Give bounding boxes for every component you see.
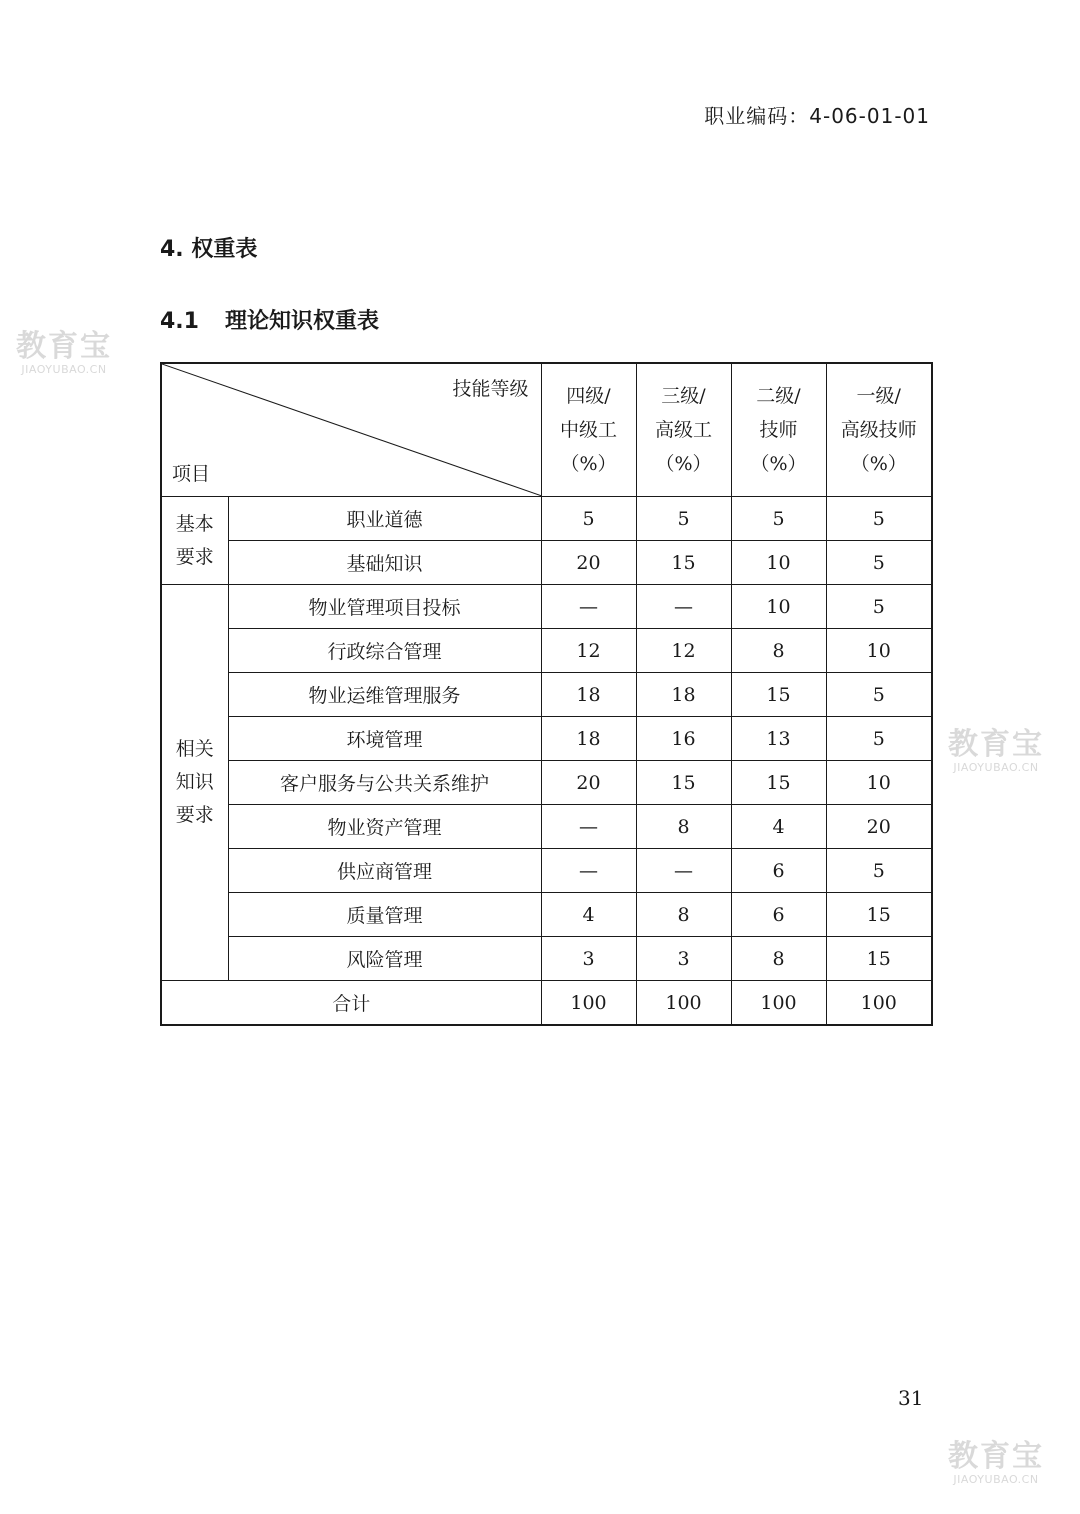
weight-value-cell: — [541, 849, 636, 893]
item-name-cell: 风险管理 [228, 937, 541, 981]
table-row [161, 805, 932, 849]
weight-value-cell: 10 [826, 761, 932, 805]
weight-value-cell: 18 [541, 673, 636, 717]
weight-value-cell: 6 [731, 849, 826, 893]
weight-value-cell: — [541, 585, 636, 629]
weight-table [160, 362, 933, 1026]
total-value-cell: 100 [636, 981, 731, 1026]
watermark-url: JIAOYUBAO.CN [953, 1473, 1039, 1486]
weight-value-cell: — [541, 805, 636, 849]
weight-value-cell: 5 [826, 673, 932, 717]
watermark-url: JIAOYUBAO.CN [953, 761, 1039, 774]
item-name-cell: 行政综合管理 [228, 629, 541, 673]
watermark-logo [948, 1440, 1044, 1486]
watermark-logo [16, 330, 112, 376]
weight-value-cell: 5 [731, 497, 826, 541]
weight-value-cell: 8 [731, 629, 826, 673]
weight-value-cell: 5 [826, 717, 932, 761]
weight-value-cell: 5 [826, 849, 932, 893]
watermark-text: 教育宝 [16, 329, 112, 364]
weight-value-cell: 4 [541, 893, 636, 937]
table-row [161, 937, 932, 981]
watermark-text: 教育宝 [948, 1439, 1044, 1474]
weight-value-cell: 5 [826, 497, 932, 541]
item-name-cell: 质量管理 [228, 893, 541, 937]
table-row [161, 893, 932, 937]
item-name-cell: 供应商管理 [228, 849, 541, 893]
group-label-line: 知识 [175, 771, 214, 793]
weight-value-cell: 12 [541, 629, 636, 673]
watermark-logo [948, 728, 1044, 774]
weight-value-cell: 15 [826, 893, 932, 937]
weight-value-cell: 15 [636, 541, 731, 585]
item-name-cell: 物业资产管理 [228, 805, 541, 849]
table-row [161, 585, 932, 629]
weight-value-cell: 20 [826, 805, 932, 849]
weight-value-cell: 15 [731, 673, 826, 717]
group-label-line: 要求 [175, 804, 214, 826]
table-row [161, 541, 932, 585]
table-row [161, 849, 932, 893]
item-name-cell: 物业管理项目投标 [228, 585, 541, 629]
subsection-title [160, 304, 379, 335]
weight-value-cell: 8 [636, 893, 731, 937]
item-label: 项目 [172, 463, 211, 485]
group-label-line: 相关 [175, 738, 214, 760]
subsection-number: 4.1 [160, 309, 199, 334]
weight-value-cell: 8 [731, 937, 826, 981]
weight-value-cell: 15 [636, 761, 731, 805]
weight-value-cell: 5 [826, 541, 932, 585]
level-header-cell: 一级/ 高级技师 （%） [826, 363, 932, 497]
table-row [161, 761, 932, 805]
weight-value-cell: — [636, 585, 731, 629]
weight-value-cell: 5 [541, 497, 636, 541]
weight-value-cell: 3 [636, 937, 731, 981]
weight-value-cell: 15 [731, 761, 826, 805]
table-row [161, 673, 932, 717]
item-name-cell: 基础知识 [228, 541, 541, 585]
watermark-text: 教育宝 [948, 727, 1044, 762]
weight-value-cell: 10 [731, 585, 826, 629]
weight-value-cell: 10 [731, 541, 826, 585]
section-title: 4. 权重表 [160, 237, 258, 262]
table-row [161, 497, 932, 541]
total-row [161, 981, 932, 1026]
weight-value-cell: 12 [636, 629, 731, 673]
weight-value-cell: 5 [826, 585, 932, 629]
item-name-cell: 物业运维管理服务 [228, 673, 541, 717]
total-value-cell: 100 [731, 981, 826, 1026]
weight-value-cell: 20 [541, 541, 636, 585]
group-label-cell [161, 585, 228, 981]
level-header-cell: 四级/ 中级工 （%） [541, 363, 636, 497]
header-corner-cell [161, 363, 541, 497]
group-label-line: 基本 [175, 512, 214, 535]
weight-value-cell: 6 [731, 893, 826, 937]
skill-level-label: 技能等级 [452, 378, 529, 400]
weight-value-cell: 18 [636, 673, 731, 717]
page-number: 31 [898, 1386, 924, 1410]
item-name-cell: 客户服务与公共关系维护 [228, 761, 541, 805]
subsection-text: 理论知识权重表 [224, 309, 379, 334]
weight-value-cell: 8 [636, 805, 731, 849]
group-label-line: 要求 [175, 545, 214, 568]
level-header-cell: 三级/ 高级工 （%） [636, 363, 731, 497]
group-label-cell [161, 497, 228, 585]
item-name-cell: 环境管理 [228, 717, 541, 761]
table-row [161, 629, 932, 673]
weight-value-cell: 15 [826, 937, 932, 981]
total-value-cell: 100 [541, 981, 636, 1026]
table-row [161, 717, 932, 761]
weight-value-cell: 16 [636, 717, 731, 761]
weight-value-cell: 10 [826, 629, 932, 673]
weight-value-cell: 20 [541, 761, 636, 805]
watermark-url: JIAOYUBAO.CN [21, 363, 107, 376]
weight-value-cell: 4 [731, 805, 826, 849]
total-value-cell: 100 [826, 981, 932, 1026]
weight-value-cell: 13 [731, 717, 826, 761]
weight-value-cell: 5 [636, 497, 731, 541]
weight-value-cell: 18 [541, 717, 636, 761]
table-header-row [161, 363, 932, 497]
total-label-cell: 合计 [161, 981, 541, 1026]
item-name-cell: 职业道德 [228, 497, 541, 541]
occupation-code: 职业编码：4-06-01-01 [704, 104, 930, 128]
weight-value-cell: — [636, 849, 731, 893]
level-header-cell: 二级/ 技师 （%） [731, 363, 826, 497]
weight-value-cell: 3 [541, 937, 636, 981]
